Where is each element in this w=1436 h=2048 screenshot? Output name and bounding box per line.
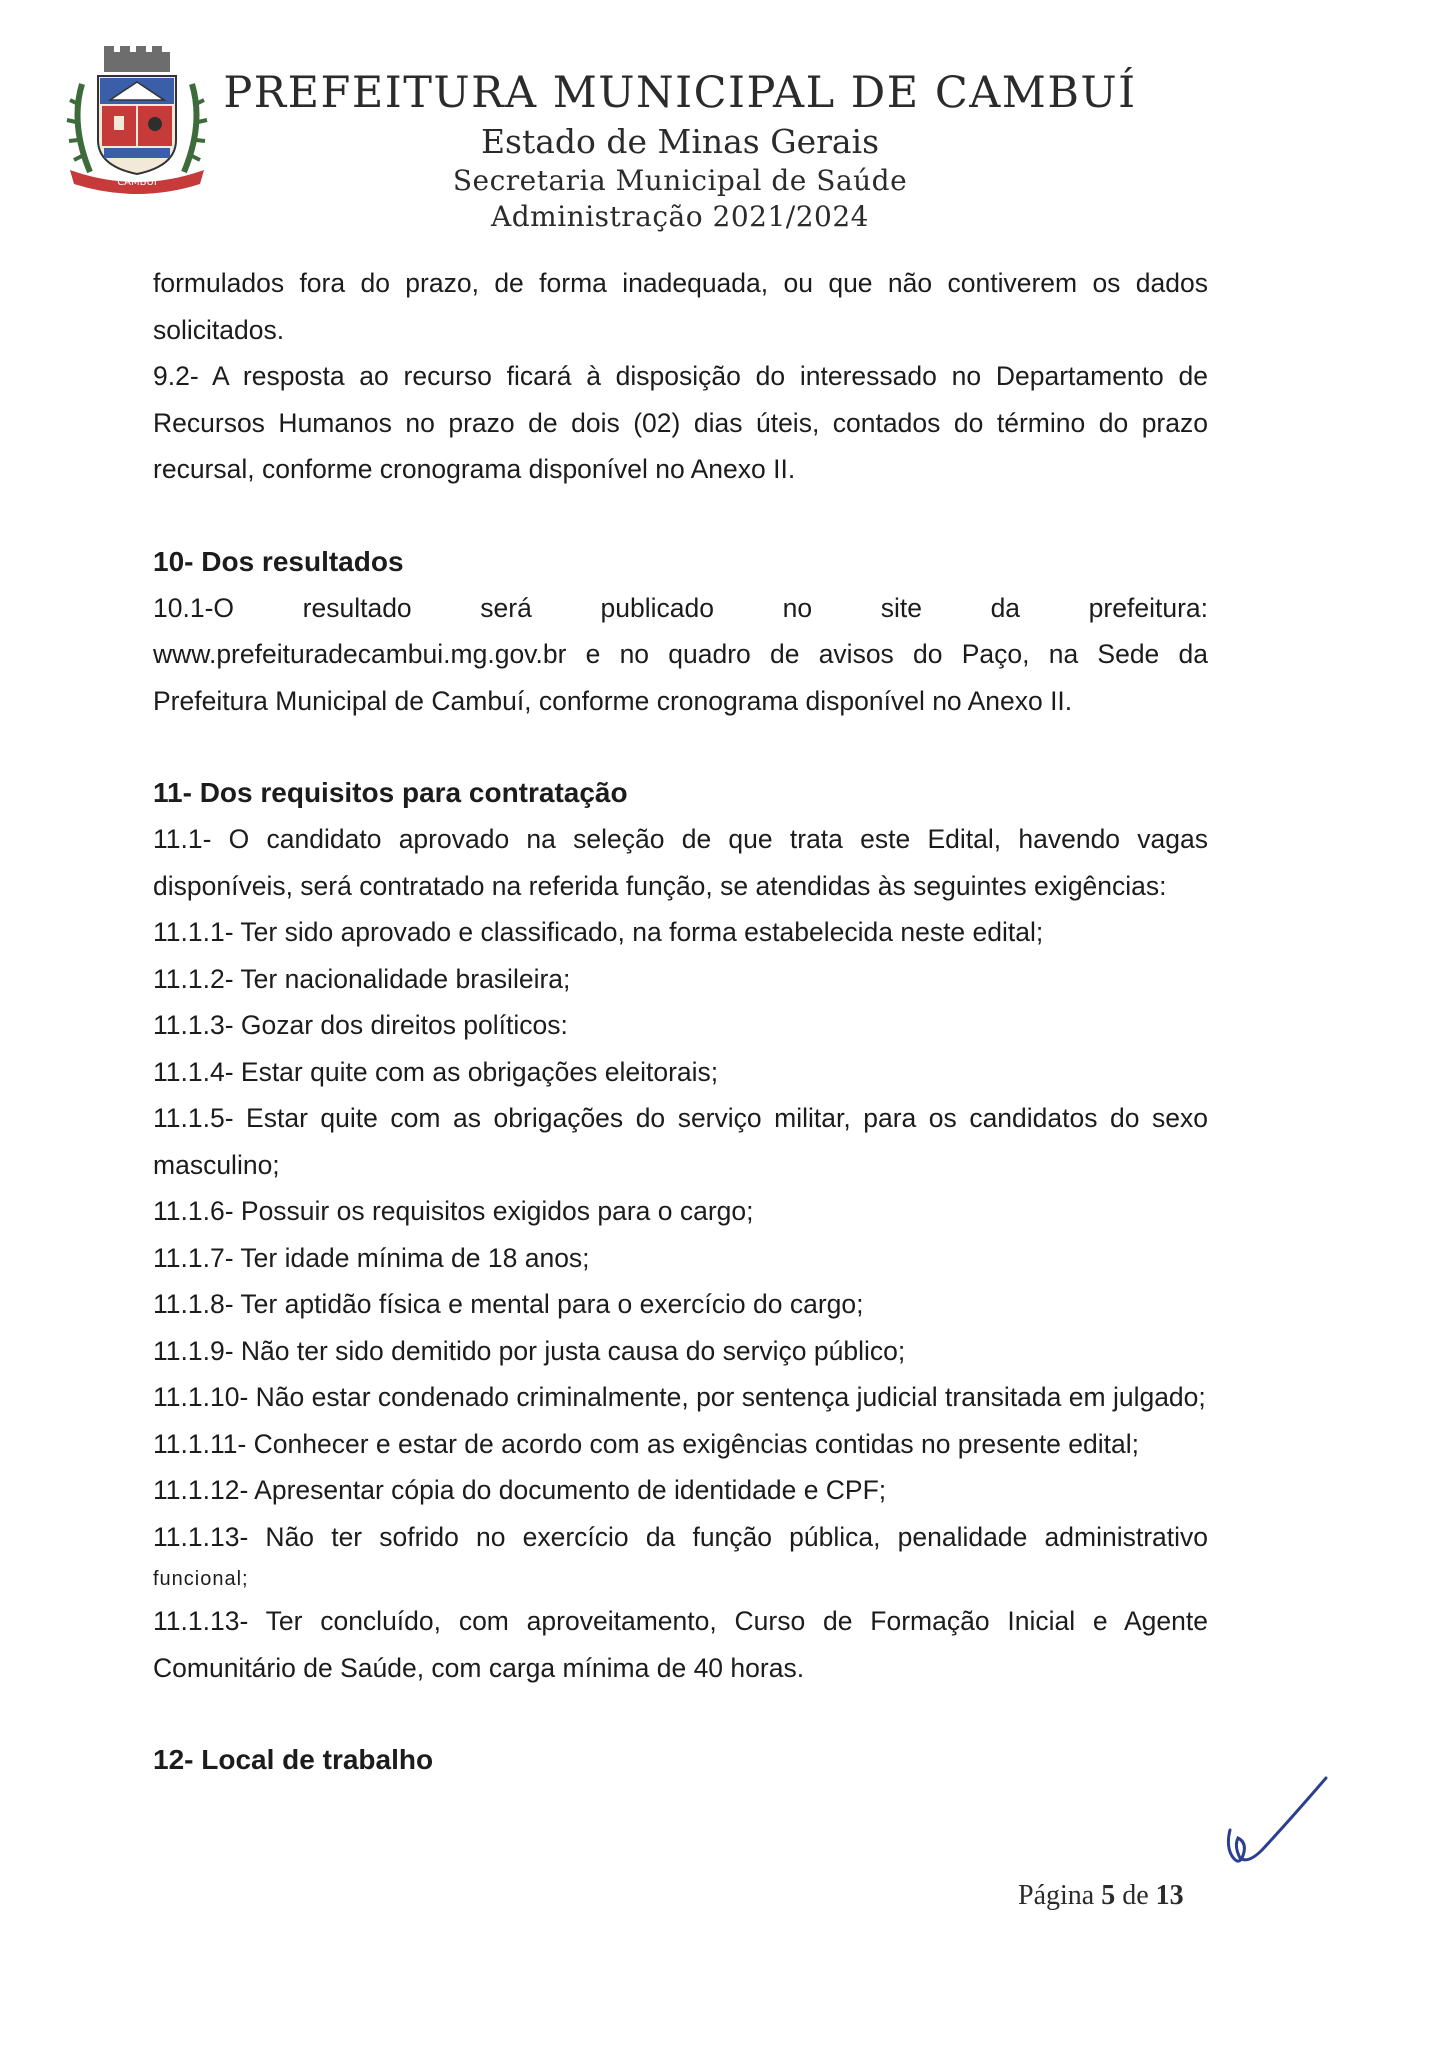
paragraph-9-1-continuation: formulados fora do prazo, de forma inadequada, ou que não contiverem os dados solicitados.	[153, 268, 1208, 345]
letterhead	[0, 0, 1436, 240]
paragraph-10-1-rest: www.prefeituradecambui.mg.gov.br e no quadro de avisos do Paço, na Sede da Prefeitura Municipal de Cambuí, conforme cronograma disponível no Anexo II.	[153, 639, 1208, 716]
total-pages: 13	[1155, 1880, 1184, 1911]
header-department: Secretaria Municipal de Saúde	[452, 164, 908, 197]
requirement-item-13b: 11.1.13- Ter concluído, com aproveitamento, Curso de Formação Inicial e Agente Comunitário de Saúde, com carga mínima de 40 horas.	[153, 1606, 1208, 1683]
header-administration: Administração 2021/2024	[491, 200, 869, 233]
requirement-item: 11.1.5- Estar quite com as obrigações do serviço militar, para os candidatos do sexo masculino;	[153, 1103, 1208, 1180]
header-state: Estado de Minas Gerais	[480, 122, 880, 161]
header-title: PREFEITURA MUNICIPAL DE CAMBUÍ	[223, 68, 1137, 118]
requirement-item: 11.1.7- Ter idade mínima de 18 anos;	[153, 1242, 590, 1273]
section-heading-10: 10- Dos resultados	[153, 545, 404, 577]
paragraph-10-1-first-line: 10.1-O resultado será publicado no site da prefeitura:	[153, 592, 1208, 623]
paragraph-11-1: 11.1- O candidato aprovado na seleção de que trata este Edital, havendo vagas disponíveis, será contratado na referida função, se atendidas às seguintes exigências:	[153, 824, 1208, 901]
crest-ribbon-text: CAMBUÍ	[117, 177, 157, 188]
requirement-item: 11.1.9- Não ter sido demitido por justa causa do serviço público;	[153, 1335, 906, 1366]
page-footer	[1018, 1880, 1184, 1912]
requirement-item: 11.1.4- Estar quite com as obrigações eleitorais;	[153, 1056, 719, 1087]
section-heading-11: 11- Dos requisitos para contratação	[153, 777, 628, 808]
requirement-item: 11.1.2- Ter nacionalidade brasileira;	[153, 963, 571, 994]
document-body	[153, 260, 1208, 1783]
requirement-item: 11.1.6- Possuir os requisitos exigidos para o cargo;	[153, 1196, 754, 1226]
paragraph-9-2: 9.2- A resposta ao recurso ficará à disposição do interessado no Departamento de Recursos Humanos no prazo de dois (02) dias úteis, contados do término do prazo recursal, conforme cronograma disponível no Anexo II.	[153, 361, 1208, 484]
requirement-item: 11.1.3- Gozar dos direitos políticos:	[153, 1010, 568, 1040]
section-heading-12: 12- Local de trabalho	[153, 1744, 434, 1775]
requirement-item: 11.1.10- Não estar condenado criminalmente, por sentença judicial transitada em julgado;	[153, 1382, 1206, 1412]
requirement-item: 11.1.11- Conhecer e estar de acordo com as exigências contidas no presente edital;	[153, 1428, 1139, 1459]
requirement-item: 11.1.1- Ter sido aprovado e classificado, na forma estabelecida neste edital;	[153, 917, 1044, 947]
page-word: Página	[1018, 1880, 1095, 1911]
requirement-item: 11.1.8- Ter aptidão física e mental para o exercício do cargo;	[153, 1289, 864, 1319]
requirement-item: 11.1.12- Apresentar cópia do documento de identidade e CPF;	[153, 1475, 887, 1505]
of-word: de	[1122, 1880, 1149, 1911]
requirement-item-13a-tail: funcional;	[153, 1568, 249, 1590]
page-number: 5	[1101, 1880, 1116, 1911]
requirement-item-13a: 11.1.13- Não ter sofrido no exercício da função pública, penalidade administrativo	[153, 1521, 1208, 1552]
signature-check-mark-icon	[1222, 1772, 1332, 1872]
